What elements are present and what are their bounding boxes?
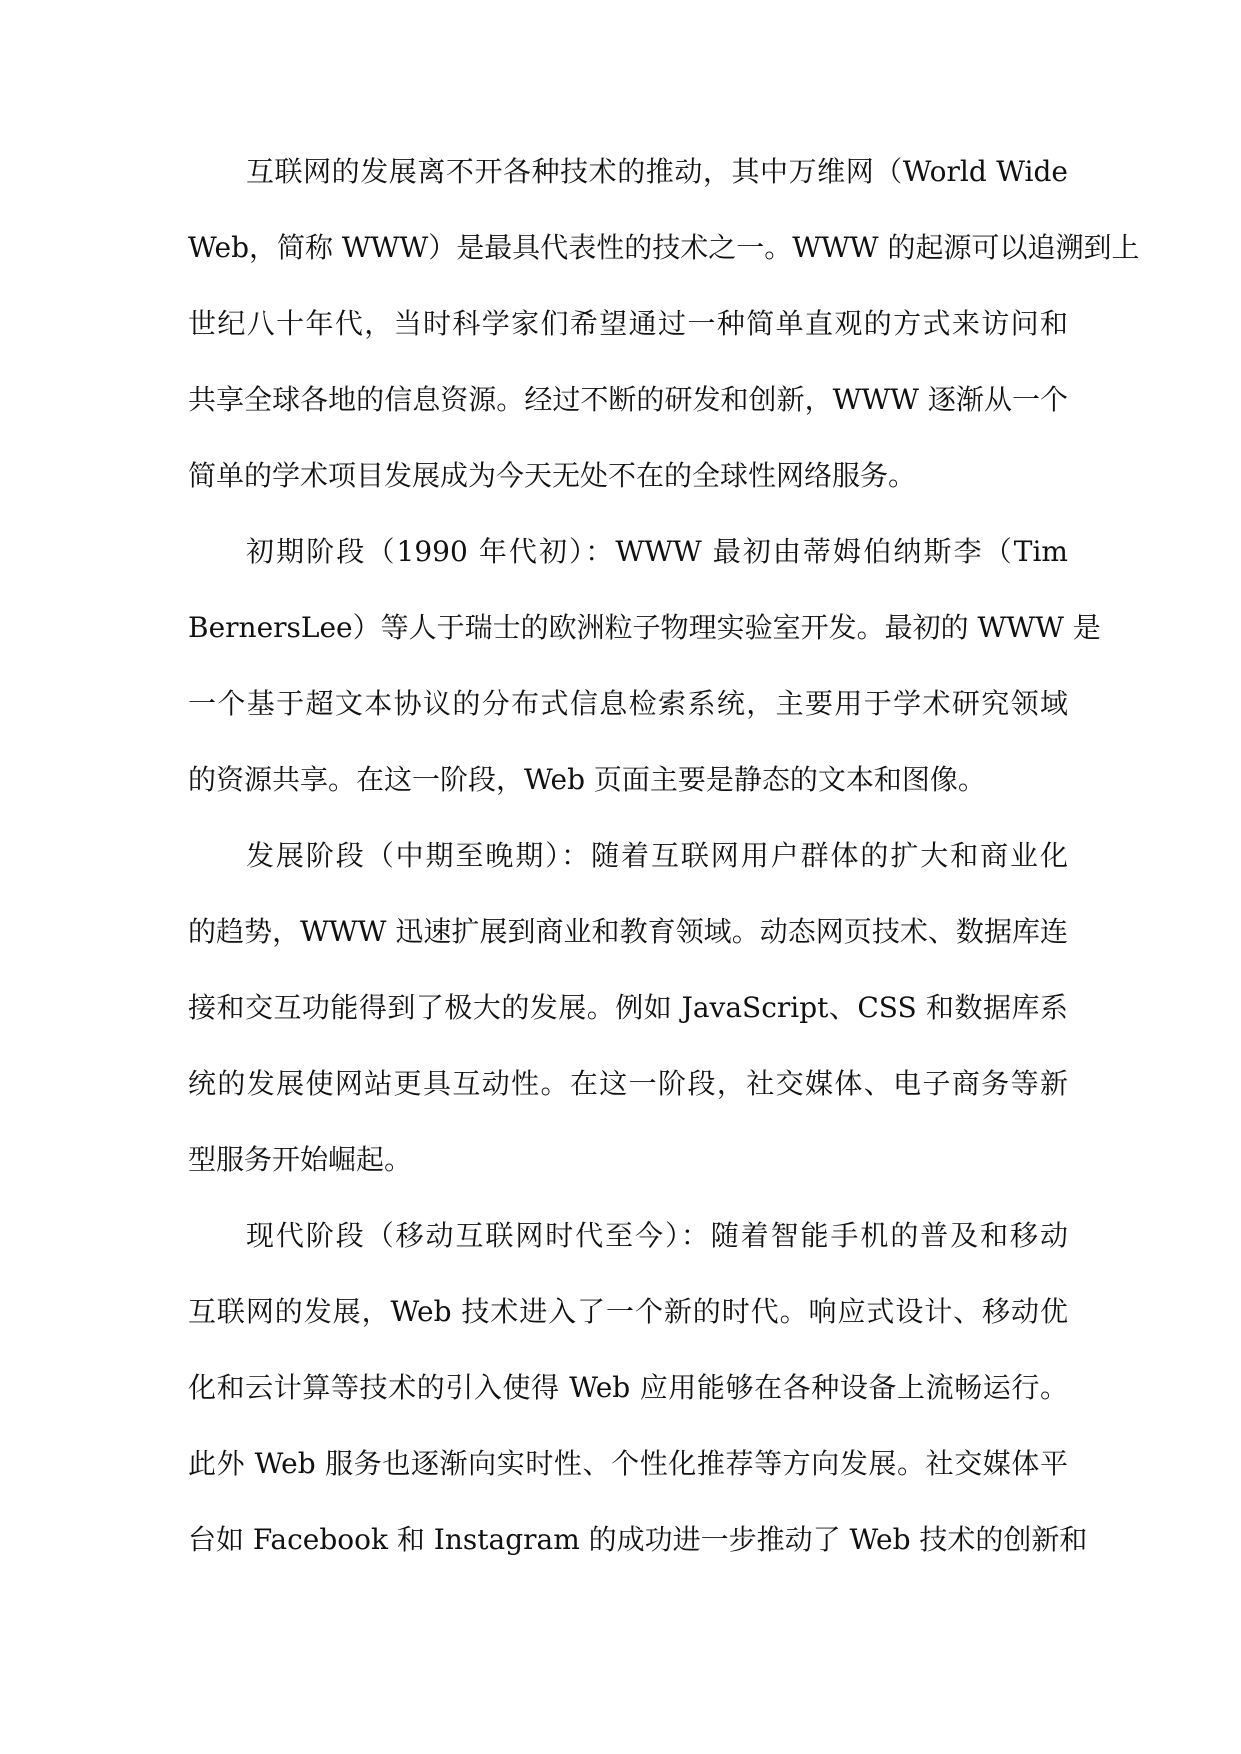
paragraph-line: 现代阶段（移动互联网时代至今）：随着智能手机的普及和移动 — [246, 1219, 1068, 1252]
paragraph-modern-stage — [188, 1204, 1088, 1584]
paragraph-line: 型服务开始崛起。 — [188, 1143, 413, 1176]
paragraph-line: 台如 Facebook 和 Instagram 的成功进一步推动了 Web 技术的创新和 — [188, 1523, 1088, 1556]
paragraph-line: 接和交互功能得到了极大的发展。例如 JavaScript、CSS 和数据库系 — [188, 991, 1068, 1024]
paragraph-development-stage — [188, 824, 1068, 1204]
paragraph-line: 化和云计算等技术的引入使得 Web 应用能够在各种设备上流畅运行。 — [188, 1371, 1068, 1404]
paragraph-line: 世纪八十年代，当时科学家们希望通过一种简单直观的方式来访问和 — [188, 307, 1068, 340]
paragraph-line: 一个基于超文本协议的分布式信息检索系统，主要用于学术研究领域 — [188, 687, 1068, 720]
paragraph-line: 互联网的发展离不开各种技术的推动，其中万维网（World Wide — [246, 155, 1068, 188]
paragraph-line: 此外 Web 服务也逐渐向实时性、个性化推荐等方向发展。社交媒体平 — [188, 1447, 1068, 1480]
paragraph-line: Web，简称 WWW）是最具代表性的技术之一。WWW 的起源可以追溯到上 — [188, 231, 1140, 264]
paragraph-line: 简单的学术项目发展成为今天无处不在的全球性网络服务。 — [188, 459, 917, 492]
paragraph-line: 发展阶段（中期至晚期）：随着互联网用户群体的扩大和商业化 — [246, 839, 1068, 872]
paragraph-line: 互联网的发展，Web 技术进入了一个新的时代。响应式设计、移动优 — [188, 1295, 1068, 1328]
paragraph-line: 初期阶段（1990 年代初）：WWW 最初由蒂姆伯纳斯李（Tim — [246, 535, 1068, 568]
paragraph-line: 的趋势，WWW 迅速扩展到商业和教育领域。动态网页技术、数据库连 — [188, 915, 1068, 948]
paragraph-early-stage — [188, 520, 1101, 824]
paragraph-www-intro — [188, 140, 1140, 520]
paragraph-line: BernersLee）等人于瑞士的欧洲粒子物理实验室开发。最初的 WWW 是 — [188, 611, 1101, 644]
document-body — [188, 140, 1140, 1584]
paragraph-line: 统的发展使网站更具互动性。在这一阶段，社交媒体、电子商务等新 — [188, 1067, 1068, 1100]
paragraph-line: 的资源共享。在这一阶段，Web 页面主要是静态的文本和图像。 — [188, 763, 986, 796]
paragraph-line: 共享全球各地的信息资源。经过不断的研发和创新，WWW 逐渐从一个 — [188, 383, 1068, 416]
